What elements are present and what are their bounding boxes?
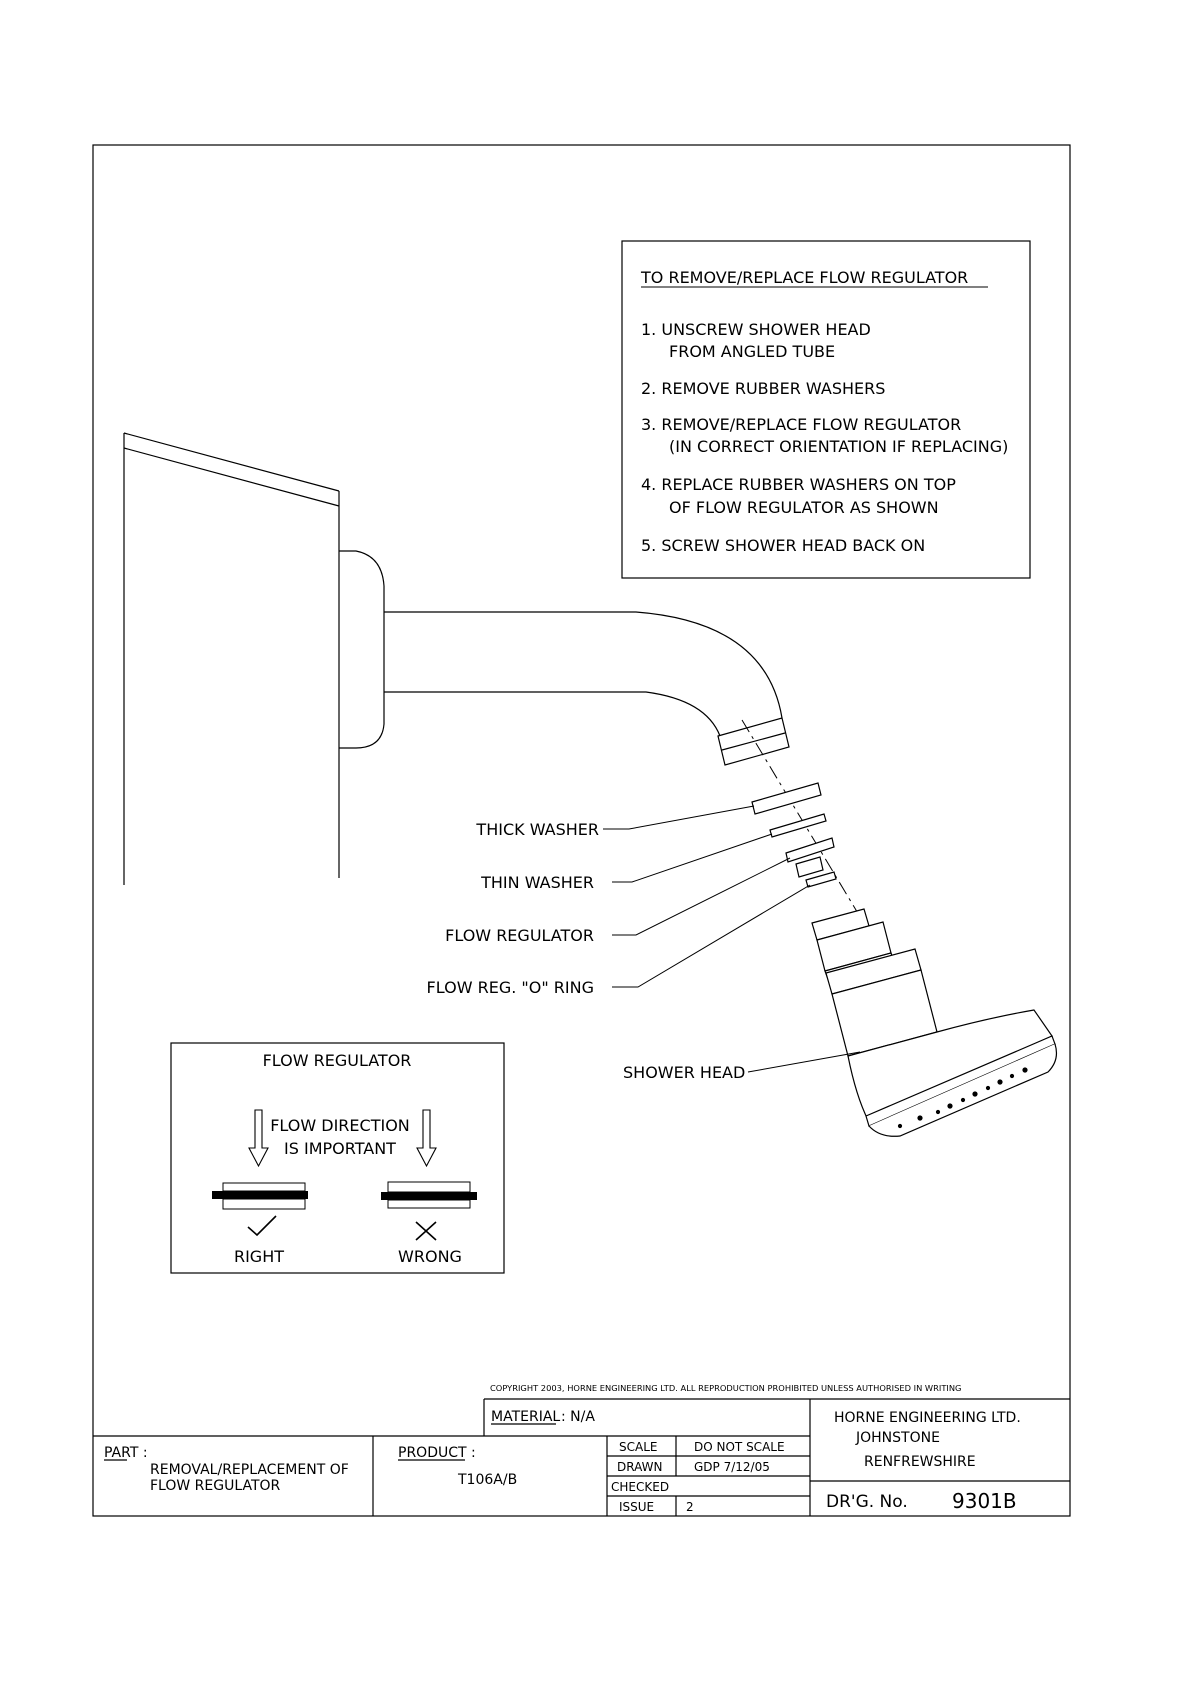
step-3-line-2: (IN CORRECT ORIENTATION IF REPLACING) <box>669 437 1009 456</box>
detail-right: RIGHT <box>233 1247 285 1266</box>
thin-washer-part <box>770 814 826 837</box>
shower-unit-drawing <box>124 433 384 885</box>
shower-head-drawing <box>812 909 1056 1136</box>
part-line-2: FLOW REGULATOR <box>150 1478 281 1494</box>
exploded-parts <box>752 783 836 887</box>
flow-regulator-detail <box>171 1043 504 1273</box>
flow-arrow-right-icon <box>417 1110 436 1166</box>
checked-label: CHECKED <box>611 1480 670 1494</box>
product-label: PRODUCT : <box>398 1445 476 1461</box>
issue-label: ISSUE <box>619 1500 655 1514</box>
label-thin-washer: THIN WASHER <box>481 873 594 892</box>
drawing-number-label: DR'G. No. <box>826 1492 908 1512</box>
drawing-number: 9301B <box>952 1489 1017 1513</box>
scale-value: DO NOT SCALE <box>694 1440 785 1454</box>
step-4-line-1: 4. REPLACE RUBBER WASHERS ON TOP <box>641 475 956 494</box>
flow-arrow-left-icon <box>249 1110 268 1166</box>
company-name: HORNE ENGINEERING LTD. <box>834 1410 1021 1426</box>
leader-o-ring <box>612 885 810 987</box>
instructions-box <box>622 241 1030 578</box>
flow-regulator-body <box>796 857 823 877</box>
issue-value: 2 <box>686 1500 694 1514</box>
leader-shower-head <box>748 1052 860 1072</box>
tick-icon <box>248 1216 276 1235</box>
scale-label: SCALE <box>619 1440 658 1454</box>
copyright-notice: COPYRIGHT 2003, HORNE ENGINEERING LTD. ALL REPRODUCTION PROHIBITED UNLESS AUTHORISED IN WRITING <box>490 1383 962 1393</box>
detail-line-2: IS IMPORTANT <box>284 1139 396 1158</box>
detail-title: FLOW REGULATOR <box>262 1051 412 1070</box>
label-o-ring: FLOW REG. "O" RING <box>426 978 594 997</box>
leader-thick-washer <box>603 806 754 829</box>
label-thick-washer: THICK WASHER <box>476 820 599 839</box>
material-label: MATERIAL <box>491 1409 561 1425</box>
flow-regulator-part <box>786 838 834 862</box>
detail-wrong: WRONG <box>398 1247 462 1266</box>
step-1-line-2: FROM ANGLED TUBE <box>669 342 836 361</box>
regulator-right-orientation <box>212 1183 308 1209</box>
drawn-label: DRAWN <box>617 1460 663 1474</box>
label-flow-regulator: FLOW REGULATOR <box>445 926 594 945</box>
company-county: RENFREWSHIRE <box>864 1454 976 1470</box>
part-line-1: REMOVAL/REPLACEMENT OF <box>150 1462 349 1478</box>
title-block <box>93 1383 1070 1516</box>
label-shower-head: SHOWER HEAD <box>623 1063 746 1082</box>
material-value: : N/A <box>561 1409 595 1425</box>
leader-flow-regulator <box>612 858 790 935</box>
detail-line-1: FLOW DIRECTION <box>270 1116 410 1135</box>
drawn-value: GDP 7/12/05 <box>694 1460 770 1474</box>
instructions-title: TO REMOVE/REPLACE FLOW REGULATOR <box>641 268 969 287</box>
step-1-line-1: 1. UNSCREW SHOWER HEAD <box>641 320 871 339</box>
step-4-line-2: OF FLOW REGULATOR AS SHOWN <box>669 498 939 517</box>
angled-tube <box>384 612 789 765</box>
part-label: PART : <box>104 1445 148 1461</box>
company-town: JOHNSTONE <box>856 1430 940 1446</box>
regulator-wrong-orientation <box>381 1182 477 1208</box>
step-2: 2. REMOVE RUBBER WASHERS <box>641 379 886 398</box>
step-5: 5. SCREW SHOWER HEAD BACK ON <box>641 536 926 555</box>
step-3-line-1: 3. REMOVE/REPLACE FLOW REGULATOR <box>641 415 962 434</box>
product-value: T106A/B <box>458 1472 518 1488</box>
cross-icon <box>416 1222 436 1240</box>
leader-thin-washer <box>612 834 772 882</box>
thick-washer-part <box>752 783 821 814</box>
part-callouts <box>427 806 860 1082</box>
